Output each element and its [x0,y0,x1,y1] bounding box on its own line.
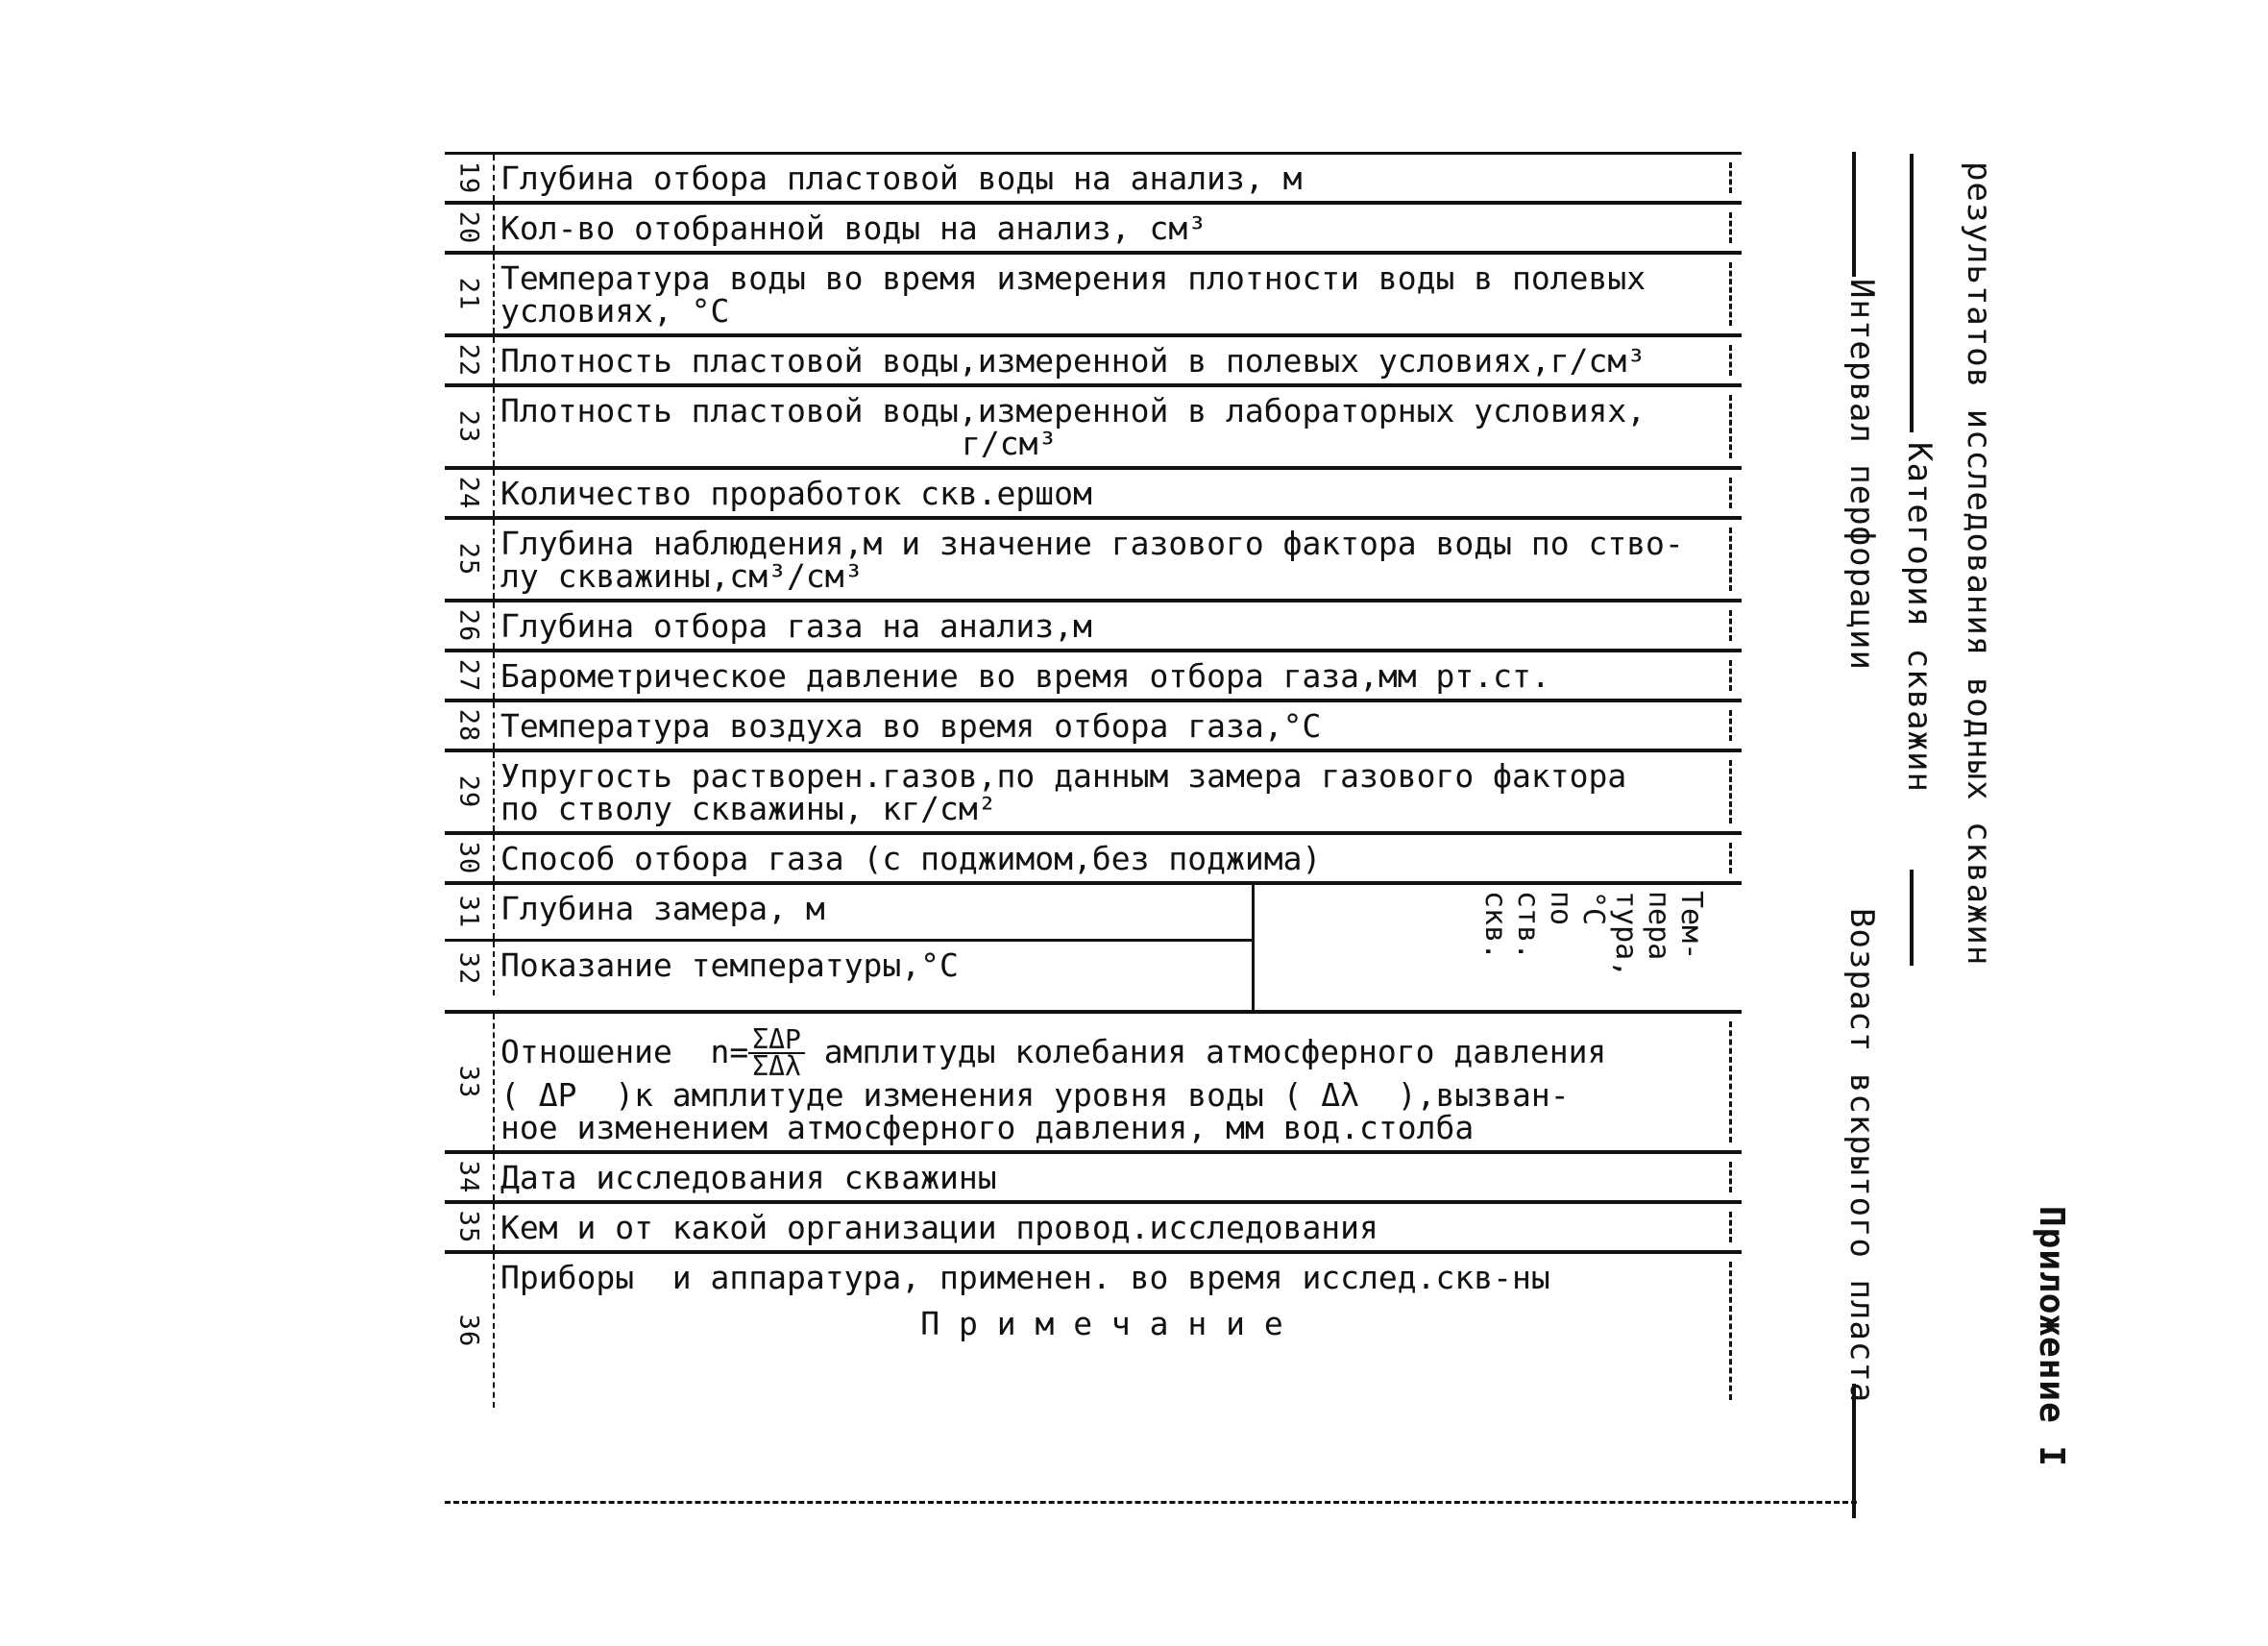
row-number-text: 31 [453,895,484,929]
row-number-text: 30 [453,841,484,875]
form-row-25 [445,520,1742,602]
ratio-fraction [748,1023,805,1082]
row-number [445,255,495,333]
form-row-22 [445,337,1742,387]
row-label: Кем и от какой организации провод.исследования [495,1204,1742,1250]
form-row-35 [445,1204,1742,1254]
row-number [445,337,495,383]
form-row-34 [445,1154,1742,1204]
row-label: Температура воды во время измерения плотности воды в полевых условиях, °С [495,255,1742,333]
row-number [445,602,495,649]
row-label: Количество проработок скв.ершом [495,470,1742,516]
split-rows [445,885,1255,1010]
row-number-text: 36 [453,1314,484,1348]
row-number [445,752,495,831]
form-row-36 [445,1254,1742,1408]
bottom-dashed-line [445,1501,1857,1504]
temperature-column-header: Тем- пера тура, °С по ств. скв. [1478,891,1708,978]
perforation-interval-label: Интервал перфорации [1842,279,1881,671]
form-row-21 [445,255,1742,337]
row-number [445,1254,495,1408]
row-label: Глубина наблюдения,м и значение газового фактора воды по ство- лу скважины,см³/см³ [495,520,1742,599]
form-row-31-32 [445,885,1742,1014]
row-number-text: 19 [453,160,484,195]
row-number [445,1154,495,1200]
ratio-line-3: ное изменением атмосферного давления, мм вод.столба [500,1109,1475,1146]
well-category-label: Категория скважин [1900,442,1939,793]
row-number-text: 34 [453,1160,484,1194]
ratio-line-1-rest: амплитуды колебания атмосферного давления [804,1032,1607,1070]
form-row-23 [445,387,1742,470]
row-label: Приборы и аппаратура, применен. во время исслед.скв-ны П р и м е ч а н и е [495,1254,1742,1408]
right-border-line-lower [1852,1384,1856,1518]
row-label: Барометрическое давление во время отбора газа,мм рт.ст. [495,652,1742,699]
row-number-text: 22 [453,343,484,378]
well-survey-form [445,152,1742,1408]
row-label [495,1014,1742,1150]
row-number-text: 25 [453,542,484,577]
row-label: Кол-во отобранной воды на анализ, см³ [495,205,1742,251]
category-tail [1910,870,1914,966]
temperature-column [1255,885,1742,1010]
form-row-27 [445,652,1742,702]
right-border-line [1852,152,1856,277]
ratio-line-2: ( ΔP )к амплитуде изменения уровня воды ( Δλ ),вызван- [500,1076,1570,1114]
row-label: Дата исследования скважины [495,1154,1742,1200]
row-number-text: 20 [453,210,484,245]
row-label-continuation: г/см³ [962,425,1058,462]
row-number-text: 21 [453,277,484,311]
row-number [445,885,495,939]
category-underline [1910,154,1914,432]
row-label: Плотность пластовой воды,измеренной в полевых условиях,г/см³ [495,337,1742,383]
row-label: Глубина отбора пластовой воды на анализ, м [495,155,1742,201]
fraction-denominator: ΣΔλ [752,1050,801,1082]
row-number-text: 33 [453,1065,484,1099]
form-row-30 [445,835,1742,885]
appendix-label: Приложение I [2032,1206,2071,1468]
row-number [445,205,495,251]
row-number [445,835,495,881]
form-row-20 [445,205,1742,255]
row-number [445,652,495,699]
reservoir-age-label: Возраст вскрытого пласта [1842,908,1881,1404]
row-number-text: 35 [453,1210,484,1244]
row-number-text: 27 [453,658,484,693]
row-label: Способ отбора газа (с поджимом,без поджима) [495,835,1742,881]
form-row-29 [445,752,1742,835]
row-number [445,1014,495,1150]
row-number-text: 26 [453,608,484,643]
row-number [445,1204,495,1250]
row-number [445,520,495,599]
ratio-prefix: Отношение n= [500,1032,749,1070]
form-row-28 [445,702,1742,752]
row-number [445,155,495,201]
ratio-line-1 [500,1023,1607,1082]
note-heading: П р и м е ч а н и е [920,1305,1283,1342]
row-label: Показание температуры,°С [500,946,959,984]
row-number-text: 23 [453,409,484,444]
form-row-19 [445,155,1742,205]
row-label: Плотность пластовой воды,измеренной в лабораторных условиях, г/см³ [495,387,1742,466]
row-number [445,702,495,749]
row-number-text: 29 [453,774,484,809]
row-label: Температура воздуха во время отбора газа,°С [495,702,1742,749]
results-heading: результатов исследования водных скважин [1960,161,1998,967]
form-row-32 [445,942,1252,995]
row-number-text: 24 [453,476,484,510]
row-number-text: 28 [453,708,484,743]
row-label: Глубина замера, м [500,890,825,927]
row-label: Упругость растворен.газов,по данным замера газового фактора по стволу скважины, кг/см² [495,752,1742,831]
form-row-33 [445,1014,1742,1154]
row-number [445,942,495,995]
form-row-24 [445,470,1742,520]
form-row-26 [445,602,1742,652]
fraction-numerator: ΣΔP [748,1027,805,1054]
form-row-31 [445,885,1252,942]
row-number [445,470,495,516]
row-number [445,387,495,466]
row-label: Глубина отбора газа на анализ,м [495,602,1742,649]
row-number-text: 32 [453,951,484,986]
